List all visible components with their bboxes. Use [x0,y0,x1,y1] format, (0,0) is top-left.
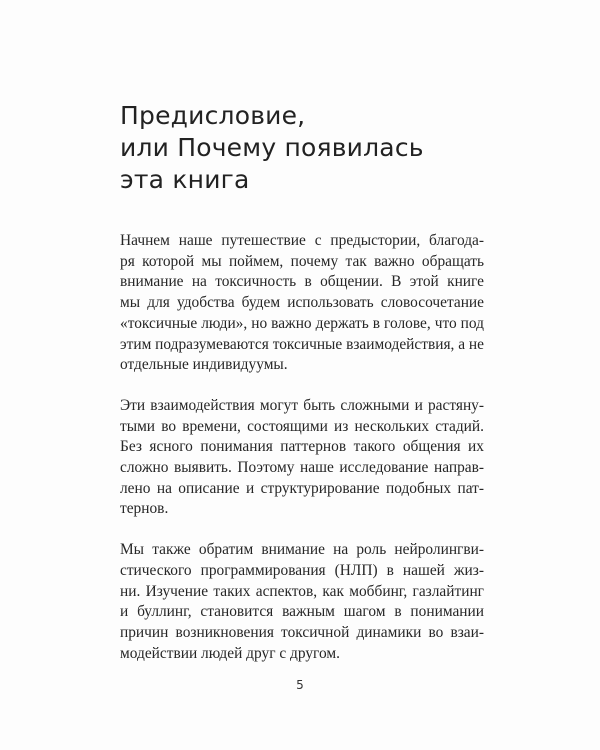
text-line: тыми во времени, состоящими из нескольких стадий. [120,417,484,435]
text-line: и буллинг, становится важным шагом в понимании [120,603,484,621]
text-line: ря которой мы поймем, почему так важно обращать [120,252,484,270]
text-line: тернов. [120,500,169,518]
text-line: отдельные индивидуумы. [120,356,288,374]
text-line: модействии людей друг с другом. [120,644,340,662]
paragraph-2 [120,396,484,520]
text-line: Начнем наше путешествие с предыстории, благода- [120,232,484,249]
paragraph-1 [120,231,484,376]
paragraph-3 [120,540,484,664]
chapter-title-line: или Почему появилась [120,133,424,162]
text-line: стического программирования (НЛП) в нашей жиз- [120,561,484,579]
text-line: Без ясного понимания паттернов такого общения их [120,438,484,456]
text-line: сложно выявить. Поэтому наше исследование направ- [120,459,484,477]
text-line: ни. Изучение таких аспектов, как моббинг, газлайтинг [120,582,484,600]
text-line: «токсичные люди», но важно держать в голове, что под [120,314,484,332]
text-line: лено на описание и структурирование подобных пат- [120,479,484,497]
chapter-title-line: эта книга [120,165,250,194]
page-number: 5 [296,678,304,692]
text-line: внимание на токсичность в общении. В этой книге [120,273,484,291]
chapter-title-line: Предисловие, [120,101,306,130]
text-line: мы для удобства будем использовать словосочетание [120,294,484,312]
body-text [120,231,484,684]
chapter-title [120,100,500,196]
text-line: Эти взаимодействия могут быть сложными и растяну- [120,396,484,414]
text-line: Мы также обратим внимание на роль нейролингви- [120,541,484,559]
text-line: причин возникновения токсичной динамики во взаи- [120,623,484,641]
text-line: этим подразумеваются токсичные взаимодействия, а не [120,335,484,353]
